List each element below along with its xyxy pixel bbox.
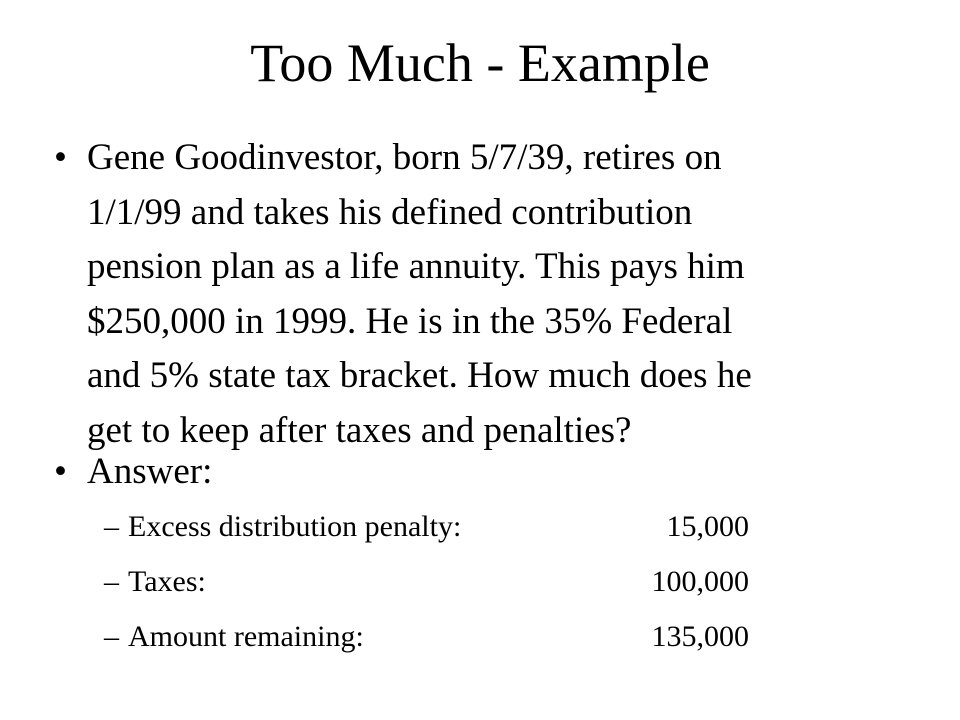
question-line: Gene Goodinvestor, born 5/7/39, retires on bbox=[87, 137, 722, 178]
question-line: pension plan as a life annuity. This pays him bbox=[87, 246, 745, 287]
answer-item-value: 15,000 bbox=[666, 510, 749, 543]
dash-marker: – bbox=[104, 620, 119, 653]
slide-title: Too Much - Example bbox=[250, 33, 710, 93]
question-line: $250,000 in 1999. He is in the 35% Federal bbox=[87, 300, 733, 342]
question-line: and 5% state tax bracket. How much does he bbox=[87, 355, 752, 396]
answer-item-value: 135,000 bbox=[651, 620, 749, 653]
answer-item-label: Excess distribution penalty: bbox=[128, 510, 462, 543]
bullet-marker: • bbox=[54, 451, 67, 492]
bullet-answer bbox=[54, 445, 454, 501]
question-text bbox=[87, 131, 873, 458]
dash-marker: – bbox=[104, 510, 119, 543]
question-line: 1/1/99 and takes his defined contribution bbox=[87, 191, 693, 233]
answer-item-value: 100,000 bbox=[651, 565, 749, 598]
dash-marker: – bbox=[104, 565, 119, 598]
answer-item-remaining bbox=[104, 619, 804, 659]
answer-item-penalty bbox=[104, 509, 804, 549]
answer-item-taxes bbox=[104, 564, 804, 604]
question-line: get to keep after taxes and penalties? bbox=[87, 409, 632, 451]
answer-heading: Answer: bbox=[87, 451, 213, 492]
bullet-question bbox=[54, 131, 874, 461]
bullet-marker: • bbox=[54, 137, 67, 178]
answer-item-label: Amount remaining: bbox=[128, 620, 364, 653]
answer-item-label: Taxes: bbox=[128, 565, 206, 598]
